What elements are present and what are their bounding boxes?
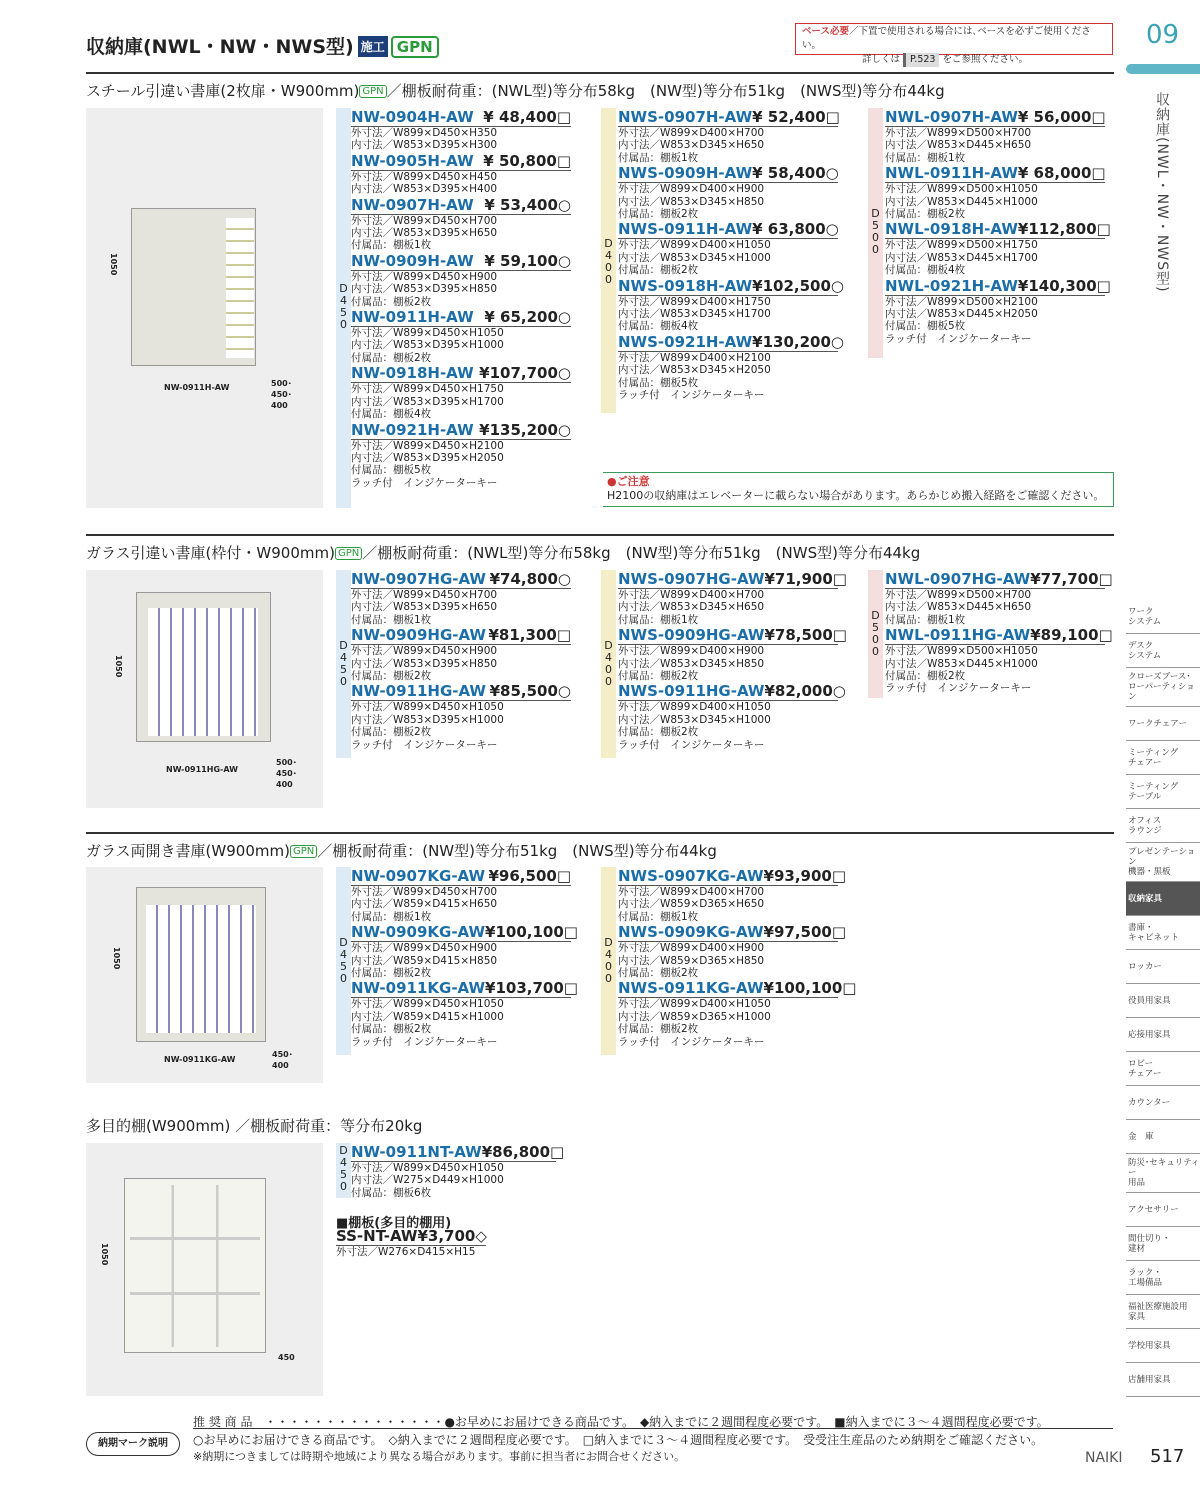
price: ¥3,700◇ xyxy=(417,1227,487,1245)
spec-line: 内寸法／W853×D395×H300 xyxy=(351,139,498,152)
divider xyxy=(86,832,1114,834)
sidebar-item[interactable]: クローズブース･ ローパーティション xyxy=(1126,668,1200,707)
depth-bar-450: D 4 5 0 xyxy=(336,570,351,758)
sidebar-item[interactable]: 収納家具 xyxy=(1126,882,1200,916)
spec-line: 外寸法／W899×D400×H900 xyxy=(618,942,765,955)
sidebar-item[interactable]: ロッカー xyxy=(1126,950,1200,984)
model-number: NW-0907H-AW xyxy=(351,195,474,214)
product-entry xyxy=(618,923,847,980)
spec-line: 付属品：棚板2枚 xyxy=(618,1023,699,1036)
spec-line: 外寸法／W899×D400×H900 xyxy=(618,183,765,196)
price: ¥82,000○ xyxy=(764,682,846,701)
photo-model: NW-0911H-AW xyxy=(164,383,230,392)
spec-line: ラッチ付 インジケーターキー xyxy=(618,389,765,402)
model-number: NW-0909HG-AW xyxy=(351,626,486,645)
section-title-glass-hinged: ガラス両開き書庫(W900mm) GPN ／棚板耐荷重：(NW型)等分布51kg (NWS型)等分布44kg xyxy=(86,842,717,860)
spec-line: 付属品：棚板5枚 xyxy=(885,320,966,333)
model-number: NWS-0911H-AW xyxy=(618,220,753,239)
price: ¥100,100□ xyxy=(485,923,578,942)
product-entry xyxy=(351,867,571,923)
spec-line: 外寸法／W899×D400×H1050 xyxy=(618,998,771,1011)
spec-line: 付属品：棚板2枚 xyxy=(618,264,699,277)
product-entry xyxy=(618,220,838,276)
outer-dim: 外寸法／W276×D415×H15 xyxy=(336,1246,476,1258)
model-number: NWS-0909KG-AW xyxy=(618,923,764,942)
spec-line: 内寸法／W853×D395×H650 xyxy=(351,227,498,240)
sidebar-item[interactable]: ミーティング チェアー xyxy=(1126,741,1200,775)
sidebar-item[interactable]: ロビー チェアー xyxy=(1126,1052,1200,1086)
inner-dim: 内寸法／W275×D449×H1000 xyxy=(351,1174,504,1187)
spec-line: ラッチ付 インジケーターキー xyxy=(885,332,1032,345)
section-tab xyxy=(1126,64,1200,74)
spec-line: 内寸法／W853×D445×H1700 xyxy=(885,251,1038,264)
spec-line: 付属品：棚板1枚 xyxy=(618,613,699,626)
spec-line: 外寸法／W899×D450×H900 xyxy=(351,942,498,955)
spec-line: 内寸法／W853×D445×H1000 xyxy=(885,195,1038,208)
sidebar-item[interactable]: ラック・ 工場備品 xyxy=(1126,1261,1200,1295)
product-entry xyxy=(885,626,1113,695)
divider xyxy=(86,534,1114,536)
legend-note: ※納期につきましては時期や地域により異なる場合があります。事前に担当者にお問合せください。 xyxy=(193,1450,686,1463)
product-entry xyxy=(618,682,846,751)
brand-name: NAIKI xyxy=(1085,1450,1123,1466)
spec-line: 外寸法／W899×D400×H1050 xyxy=(618,701,771,714)
spec-line: 付属品：棚板2枚 xyxy=(618,670,699,683)
product-entry xyxy=(351,108,571,152)
price: ¥ 52,400□ xyxy=(752,108,840,126)
spec-line: 外寸法／W899×D450×H700 xyxy=(351,886,498,898)
price: ¥ 53,400○ xyxy=(484,195,571,214)
model-number: NWS-0909HG-AW xyxy=(618,626,765,645)
spec-line: 内寸法／W853×D345×H650 xyxy=(618,601,765,614)
spec-line: 付属品：棚板1枚 xyxy=(885,151,966,164)
model-number: NW-0905H-AW xyxy=(351,151,474,170)
spec-line: 付属品：棚板2枚 xyxy=(885,208,966,221)
category-sidebar xyxy=(1126,600,1200,1397)
product-column-nw xyxy=(351,108,571,489)
sidebar-item[interactable]: 福祉医療施設用 家具 xyxy=(1126,1295,1200,1329)
sidebar-item[interactable]: 間仕切り・ 建材 xyxy=(1126,1227,1200,1261)
spec-line: 付属品：棚板2枚 xyxy=(351,670,432,683)
page-number: 517 xyxy=(1150,1446,1185,1467)
model-number: NWL-0921H-AW xyxy=(885,276,1018,295)
depth-dim: 500･ 450･ 400 xyxy=(276,758,297,789)
model-number: NW-0907KG-AW xyxy=(351,867,486,885)
sidebar-item[interactable]: 応接用家具 xyxy=(1126,1018,1200,1052)
vertical-category-label: 収納庫(NWL・NW・NWS型) xyxy=(1154,92,1170,293)
model-number: NWL-0918H-AW xyxy=(885,220,1018,239)
depth-bar-450: D 4 5 0 xyxy=(336,867,351,1055)
product-photo-glass-hinged xyxy=(86,867,323,1083)
price: ¥74,800○ xyxy=(489,570,571,588)
spec-line: 外寸法／W899×D400×H2100 xyxy=(618,351,771,364)
shelf-grid xyxy=(130,1185,260,1347)
spec-line: 付属品：棚板2枚 xyxy=(351,1023,432,1036)
model-number: NWL-0907HG-AW xyxy=(885,570,1031,588)
legend-row-1: 推 奨 商 品 ・・・・・・・・・・・・・・・●お早めにお届けできる商品です。 ◆納入までに２週間程度必要です。 ■納入までに３～４週間程度必要です。 xyxy=(193,1415,1049,1429)
price: ¥112,800□ xyxy=(1017,220,1111,239)
binders xyxy=(226,218,254,358)
sidebar-item[interactable]: 学校用家具 xyxy=(1126,1329,1200,1363)
product-column-nws xyxy=(618,867,857,1048)
product-entry xyxy=(885,276,1111,346)
section-title-steel: スチール引違い書庫(2枚扉・W900mm) GPN ／棚板耐荷重：(NWL型)等分布58kg (NW型)等分布51kg (NWS型)等分布44kg xyxy=(86,82,945,100)
spec-line: 内寸法／W853×D345×H850 xyxy=(618,195,765,208)
depth-bar-400: D 4 0 0 xyxy=(601,867,616,1055)
spec-line: 外寸法／W899×D500×H700 xyxy=(885,589,1032,601)
spec-line: ラッチ付 インジケーターキー xyxy=(885,682,1032,695)
spec-line: 外寸法／W899×D400×H700 xyxy=(618,127,765,139)
accessory: 付属品：棚板6枚 xyxy=(351,1186,432,1199)
spec-line: 内寸法／W853×D395×H1700 xyxy=(351,395,504,408)
base-note: ベース必要／下置で使用される場合には､ベースを必ずご使用ください。 詳しくは P.523 をご参照ください。 xyxy=(795,23,1113,55)
price: ¥ 68,000□ xyxy=(1017,164,1106,183)
spec-line: 付属品：棚板4枚 xyxy=(351,408,432,421)
spec-line: 内寸法／W853×D395×H650 xyxy=(351,601,498,614)
caution-text: H2100の収納庫はエレベーターに載らない場合があります。あらかじめ搬入経路をご確認ください。 xyxy=(607,489,1105,502)
price: ¥102,500○ xyxy=(752,276,844,295)
spec-line: 付属品：棚板1枚 xyxy=(351,239,432,252)
spec-line: 外寸法／W899×D500×H1050 xyxy=(885,645,1038,658)
model-number: NWL-0907H-AW xyxy=(885,108,1018,126)
sidebar-item[interactable]: カウンター xyxy=(1126,1086,1200,1120)
price: ¥140,300□ xyxy=(1017,276,1111,295)
spec-line: 内寸法／W859×D365×H850 xyxy=(618,954,765,967)
product-entry xyxy=(351,570,571,626)
product-entry xyxy=(351,979,578,1048)
price: ¥100,100□ xyxy=(763,979,857,998)
spec-line: 外寸法／W899×D450×H1750 xyxy=(351,383,504,396)
page-ref[interactable]: P.523 xyxy=(903,53,939,67)
height-dim: 1050 xyxy=(114,655,123,678)
model-number: NW-0911KG-AW xyxy=(351,979,486,998)
price: ¥96,500□ xyxy=(488,867,571,885)
height-dim: 1050 xyxy=(100,1243,109,1266)
product-entry xyxy=(351,196,571,252)
price: ¥107,700○ xyxy=(479,364,571,383)
product-entry xyxy=(351,421,571,490)
sidebar-item[interactable]: アクセサリー xyxy=(1126,1193,1200,1227)
model-number: NW-0909KG-AW xyxy=(351,923,486,942)
price: ¥86,800□ xyxy=(481,1143,565,1161)
section-title-multipurpose: 多目的棚(W900mm) ／棚板耐荷重：等分布20kg xyxy=(86,1117,423,1135)
sidebar-item[interactable]: プレゼンテーション 機器・黒板 xyxy=(1126,843,1200,882)
depth-dim: 500･ 450･ 400 xyxy=(271,379,292,410)
product-column-nwl xyxy=(885,570,1113,695)
model-number: NWS-0911HG-AW xyxy=(618,682,765,701)
price: ¥ 63,800○ xyxy=(752,220,839,239)
product-entry xyxy=(618,108,838,164)
spec-line: 付属品：棚板2枚 xyxy=(351,726,432,739)
price: ¥103,700□ xyxy=(485,979,578,998)
height-dim: 1050 xyxy=(112,947,121,970)
spec-line: 付属品：棚板1枚 xyxy=(351,910,432,923)
product-entry xyxy=(351,626,571,682)
sidebar-item[interactable]: ワーク システム xyxy=(1126,600,1200,634)
sidebar-item[interactable]: デスク システム xyxy=(1126,634,1200,668)
price: ¥130,200○ xyxy=(752,332,844,351)
sidebar-item[interactable]: 書庫・ キャビネット xyxy=(1126,916,1200,950)
sidebar-item[interactable]: ワークチェアー xyxy=(1126,707,1200,741)
spec-line: ラッチ付 インジケーターキー xyxy=(351,738,498,751)
spec-line: 外寸法／W899×D450×H1050 xyxy=(351,998,504,1011)
spec-line: 付属品：棚板2枚 xyxy=(618,208,699,221)
depth-bar-400: D 4 0 0 xyxy=(601,570,616,758)
spec-line: 外寸法／W899×D450×H350 xyxy=(351,127,498,139)
divider xyxy=(86,72,1114,74)
product-column-nw xyxy=(351,867,578,1048)
spec-line: ラッチ付 インジケーターキー xyxy=(618,738,765,751)
product-entry xyxy=(351,682,571,751)
spec-line: 内寸法／W859×D415×H1000 xyxy=(351,1010,504,1023)
page-title: 収納庫(NWL・NW・NWS型) 施工 GPN xyxy=(86,32,439,59)
model-number: SS-NT-AW xyxy=(336,1227,418,1245)
price: ¥97,500□ xyxy=(763,923,847,942)
section-title-glass-sliding: ガラス引違い書庫(枠付・W900mm) GPN ／棚板耐荷重：(NWL型)等分布58kg (NW型)等分布51kg (NWS型)等分布44kg xyxy=(86,544,921,562)
sidebar-item[interactable]: 役員用家具 xyxy=(1126,984,1200,1018)
model-number: NWS-0921H-AW xyxy=(618,332,753,351)
spec-line: 外寸法／W899×D500×H700 xyxy=(885,127,1032,139)
spec-line: 内寸法／W853×D395×H2050 xyxy=(351,451,504,464)
price: ¥135,200○ xyxy=(479,420,571,439)
depth-dim: 450 xyxy=(278,1353,295,1362)
product-photo-steel xyxy=(86,108,323,508)
spec-line: 付属品：棚板4枚 xyxy=(618,320,699,333)
model-number: NWS-0907HG-AW xyxy=(618,570,765,588)
section-number: 09 xyxy=(1146,20,1180,50)
spec-line: 内寸法／W853×D345×H1000 xyxy=(618,251,771,264)
price: ¥ 56,000□ xyxy=(1017,108,1106,126)
spec-line: 内寸法／W853×D395×H1000 xyxy=(351,713,504,726)
product-entry xyxy=(351,364,571,420)
model-number: NW-0909H-AW xyxy=(351,251,474,270)
spec-line: 内寸法／W853×D445×H650 xyxy=(885,139,1032,152)
product-column-nws xyxy=(618,570,847,751)
delivery-mark-label: 納期マーク説明 xyxy=(86,1432,180,1456)
product-entry xyxy=(618,332,844,402)
price: ¥85,500○ xyxy=(489,682,571,701)
model-number: NWS-0907H-AW xyxy=(618,108,753,126)
product-entry xyxy=(885,164,1105,220)
spec-line: 内寸法／W853×D345×H2050 xyxy=(618,364,771,377)
depth-bar-400: D 4 0 0 xyxy=(601,108,616,413)
depth-bar-500: D 5 0 0 xyxy=(868,570,883,698)
spec-line: ラッチ付 インジケーターキー xyxy=(351,1035,498,1048)
caution-box xyxy=(603,472,1114,507)
spec-line: 内寸法／W853×D395×H1000 xyxy=(351,339,504,352)
sidebar-item[interactable]: 防災･セキュリティー 用品 xyxy=(1126,1154,1200,1193)
spec-line: ラッチ付 インジケーターキー xyxy=(618,1035,765,1048)
product-entry xyxy=(351,308,571,364)
product-entry xyxy=(618,979,857,1048)
product-column-nw xyxy=(351,570,571,751)
spec-line: 付属品：棚板2枚 xyxy=(618,726,699,739)
photo-model: NW-0911KG-AW xyxy=(164,1055,236,1064)
spec-line: 外寸法／W899×D400×H1050 xyxy=(618,239,771,252)
spec-line: 外寸法／W899×D400×H900 xyxy=(618,645,765,658)
spec-line: 内寸法／W853×D395×H400 xyxy=(351,183,498,196)
spec-line: 外寸法／W899×D450×H450 xyxy=(351,170,498,183)
spec-line: 内寸法／W853×D345×H1000 xyxy=(618,713,771,726)
spec-line: 内寸法／W859×D365×H650 xyxy=(618,898,765,911)
gpn-badge: GPN xyxy=(391,36,439,58)
spec-line: 外寸法／W899×D450×H900 xyxy=(351,270,498,283)
spec-line: 付属品：棚板2枚 xyxy=(351,351,432,364)
outer-dim: 外寸法／W899×D450×H1050 xyxy=(351,1162,504,1174)
spec-line: 外寸法／W899×D400×H700 xyxy=(618,589,765,601)
spec-line: 付属品：棚板2枚 xyxy=(351,295,432,308)
spec-line: 内寸法／W853×D445×H2050 xyxy=(885,308,1038,321)
price: ¥77,700□ xyxy=(1030,570,1113,588)
sidebar-item[interactable]: ミーティング テーブル xyxy=(1126,775,1200,809)
product-entry xyxy=(618,867,847,923)
model-number: NW-0907HG-AW xyxy=(351,570,486,588)
price: ¥78,500□ xyxy=(764,626,847,645)
spec-line: 外寸法／W899×D450×H900 xyxy=(351,645,498,658)
spec-line: 付属品：棚板5枚 xyxy=(351,464,432,477)
product-column-nws xyxy=(618,108,844,402)
binders xyxy=(146,905,256,1033)
spec-line: 内寸法／W853×D395×H850 xyxy=(351,283,498,296)
product-entry xyxy=(885,220,1111,277)
spec-line: 外寸法／W899×D450×H1050 xyxy=(351,701,504,714)
model-number: NWL-0911HG-AW xyxy=(885,626,1031,645)
model-number: NWS-0909H-AW xyxy=(618,164,753,183)
price: ¥ 50,800□ xyxy=(483,151,571,170)
spec-line: 外寸法／W899×D400×H700 xyxy=(618,886,765,898)
spec-line: 外寸法／W899×D450×H700 xyxy=(351,214,498,227)
spec-line: 内寸法／W859×D415×H850 xyxy=(351,954,498,967)
spec-line: 内寸法／W859×D415×H650 xyxy=(351,898,498,911)
legend-row-2: ○お早めにお届けできる商品です。 ◇納入までに２週間程度必要です。 □納入までに３～４週間程度必要です。 受受注生産品のため納期をご確認ください。 xyxy=(193,1433,1044,1447)
seko-badge: 施工 xyxy=(358,36,388,57)
spec-line: 付属品：棚板5枚 xyxy=(618,376,699,389)
spec-line: 付属品：棚板1枚 xyxy=(618,910,699,923)
price: ¥81,300□ xyxy=(488,626,571,645)
model-number: NW-0918H-AW xyxy=(351,364,474,383)
spec-line: 付属品：棚板2枚 xyxy=(885,670,966,683)
spec-line: 外寸法／W899×D450×H2100 xyxy=(351,439,504,452)
model-number: NW-0904H-AW xyxy=(351,108,474,126)
model-number: NWS-0918H-AW xyxy=(618,276,753,295)
depth-bar-450: D 4 5 0 xyxy=(336,1143,351,1198)
product-photo-glass-sliding xyxy=(86,570,323,808)
product-column-nwl xyxy=(885,108,1111,345)
model-number: NW-0911NT-AW xyxy=(351,1143,482,1161)
model-number: NWS-0907KG-AW xyxy=(618,867,764,885)
sidebar-item[interactable]: オフィス ラウンジ xyxy=(1126,809,1200,843)
depth-bar-450: D 4 5 0 xyxy=(336,108,351,508)
model-number: NW-0911HG-AW xyxy=(351,682,486,701)
product-entry xyxy=(351,1143,565,1199)
price: ¥ 48,400□ xyxy=(483,108,571,126)
spec-line: 付属品：棚板4枚 xyxy=(885,264,966,277)
product-entry xyxy=(618,570,847,626)
product-entry xyxy=(351,152,571,196)
depth-bar-500: D 5 0 0 xyxy=(868,108,883,358)
spec-line: 付属品：棚板2枚 xyxy=(618,967,699,980)
option-title: ■棚板(多目的棚用) xyxy=(336,1216,452,1231)
caution-title: ●ご注意 xyxy=(607,475,650,488)
product-entry xyxy=(618,626,847,683)
price: ¥ 58,400○ xyxy=(752,164,839,183)
depth-dim: 450･ 400 xyxy=(272,1050,293,1070)
sidebar-item[interactable]: 店舗用家具 xyxy=(1126,1363,1200,1397)
model-number: NW-0911H-AW xyxy=(351,308,474,327)
spec-line: 内寸法／W853×D345×H650 xyxy=(618,139,765,152)
model-number: NWL-0911H-AW xyxy=(885,164,1018,183)
product-entry xyxy=(618,164,838,220)
spec-line: 付属品：棚板1枚 xyxy=(351,613,432,626)
spec-line: 外寸法／W899×D500×H2100 xyxy=(885,295,1038,308)
spec-line: 内寸法／W853×D395×H850 xyxy=(351,657,498,670)
option-entry xyxy=(336,1227,486,1258)
product-photo-multipurpose xyxy=(86,1143,323,1396)
spec-line: 内寸法／W853×D445×H650 xyxy=(885,601,1032,614)
product-entry xyxy=(885,570,1113,626)
spec-line: 外寸法／W899×D450×H700 xyxy=(351,589,498,601)
spec-line: 外寸法／W899×D450×H1050 xyxy=(351,327,504,340)
spec-line: 外寸法／W899×D400×H1750 xyxy=(618,295,771,308)
price: ¥ 59,100○ xyxy=(484,251,571,270)
model-number: NW-0921H-AW xyxy=(351,420,474,439)
price: ¥89,100□ xyxy=(1030,626,1113,645)
spec-line: 付属品：棚板1枚 xyxy=(618,151,699,164)
spec-line: 内寸法／W853×D445×H1000 xyxy=(885,657,1038,670)
spec-line: ラッチ付 インジケーターキー xyxy=(351,476,498,489)
product-entry xyxy=(885,108,1105,164)
spec-line: 付属品：棚板2枚 xyxy=(351,967,432,980)
height-dim: 1050 xyxy=(109,253,118,276)
model-number: NWS-0911KG-AW xyxy=(618,979,764,998)
sidebar-item[interactable]: 金 庫 xyxy=(1126,1120,1200,1154)
product-entry xyxy=(351,923,578,980)
spec-line: 外寸法／W899×D500×H1750 xyxy=(885,239,1038,252)
price: ¥93,900□ xyxy=(763,867,847,885)
photo-model: NW-0911HG-AW xyxy=(166,765,238,774)
product-entry xyxy=(618,276,844,333)
spec-line: 付属品：棚板1枚 xyxy=(885,613,966,626)
product-entry xyxy=(351,252,571,308)
binders xyxy=(148,608,258,736)
spec-line: 内寸法／W853×D345×H850 xyxy=(618,657,765,670)
spec-line: 外寸法／W899×D500×H1050 xyxy=(885,183,1038,196)
price: ¥ 65,200○ xyxy=(484,308,571,327)
spec-line: 内寸法／W853×D345×H1700 xyxy=(618,308,771,321)
price: ¥71,900□ xyxy=(764,570,847,588)
spec-line: 内寸法／W859×D365×H1000 xyxy=(618,1010,771,1023)
